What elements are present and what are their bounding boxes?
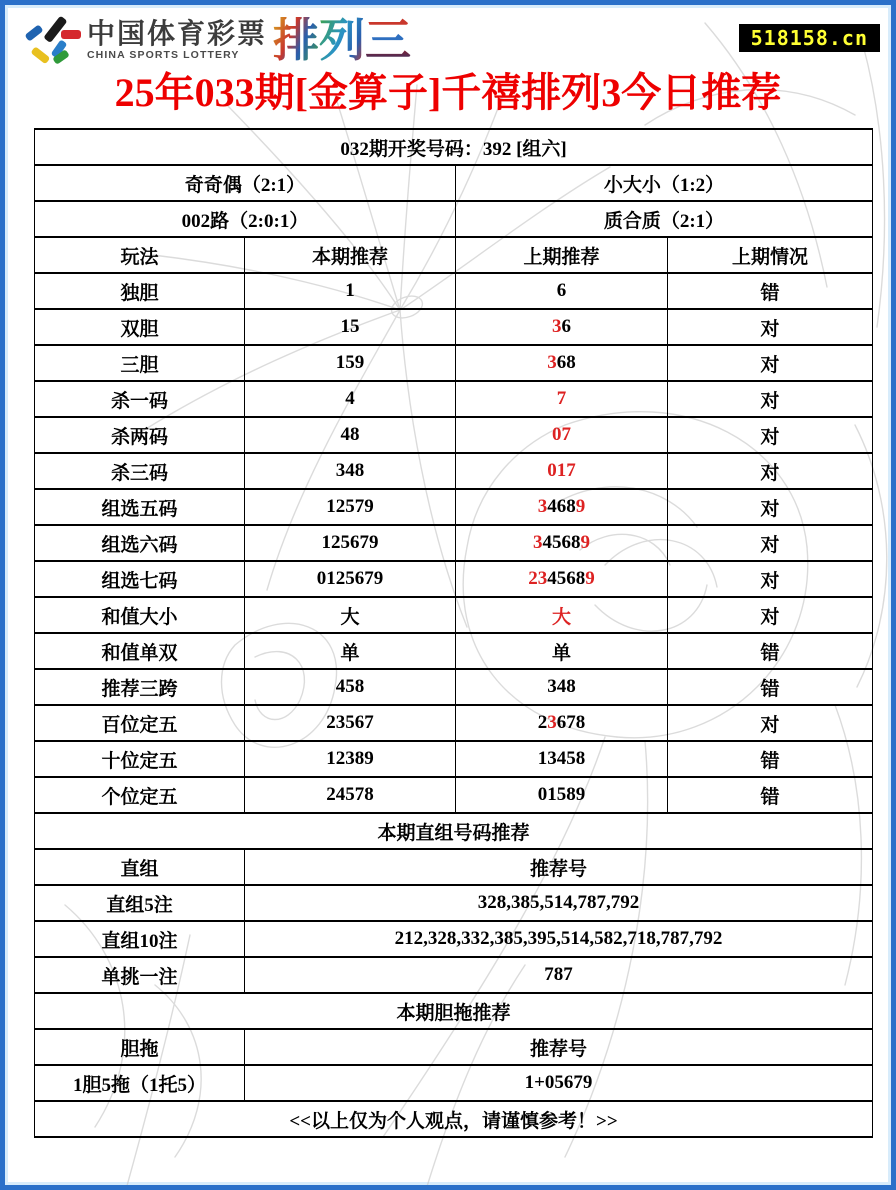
game-char: 列 — [319, 14, 366, 66]
play-name: 三胆 — [35, 345, 245, 381]
play-row — [35, 525, 873, 561]
zhizu-row — [35, 921, 873, 957]
zhizu-row-label: 直组5注 — [35, 885, 245, 921]
brand-name-cn: 中国体育彩票 — [87, 18, 268, 50]
previous-result: 错 — [668, 669, 873, 705]
current-recommendation: 23567 — [245, 705, 456, 741]
current-recommendation: 0125679 — [245, 561, 456, 597]
previous-result: 对 — [668, 453, 873, 489]
previous-recommendation — [456, 381, 668, 417]
current-recommendation: 大 — [245, 597, 456, 633]
play-name: 杀一码 — [35, 381, 245, 417]
brand-text — [87, 19, 267, 60]
play-row — [35, 741, 873, 777]
play-row — [35, 381, 873, 417]
play-row — [35, 417, 873, 453]
current-recommendation: 12579 — [245, 489, 456, 525]
previous-recommendation-segment: 348 — [547, 676, 576, 697]
current-recommendation: 15 — [245, 309, 456, 345]
col-header-current: 本期推荐 — [245, 237, 456, 273]
last-draw-result: 032期开奖号码：392 [组六] — [35, 129, 873, 165]
play-name: 杀三码 — [35, 453, 245, 489]
stat-pair-row — [35, 201, 873, 237]
dantuo-row — [35, 1065, 873, 1101]
play-name: 推荐三跨 — [35, 669, 245, 705]
zhizu-section-title: 本期直组号码推荐 — [35, 813, 873, 849]
dantuo-row-numbers: 1+05679 — [245, 1065, 873, 1101]
current-recommendation: 4 — [245, 381, 456, 417]
previous-recommendation-segment: 3 — [552, 316, 562, 337]
play-name: 独胆 — [35, 273, 245, 309]
previous-recommendation — [456, 525, 668, 561]
dantuo-rows — [35, 1065, 873, 1101]
previous-recommendation-segment: 23 — [528, 568, 548, 589]
previous-result: 对 — [668, 597, 873, 633]
previous-result: 对 — [668, 525, 873, 561]
current-recommendation: 1 — [245, 273, 456, 309]
previous-result: 对 — [668, 417, 873, 453]
previous-recommendation-segment: 01589 — [537, 784, 586, 805]
previous-recommendation — [456, 777, 668, 813]
zhizu-row-numbers: 787 — [245, 957, 873, 993]
last-draw-row — [35, 129, 873, 165]
current-recommendation: 48 — [245, 417, 456, 453]
zhizu-row — [35, 885, 873, 921]
current-recommendation: 348 — [245, 453, 456, 489]
previous-recommendation-segment: 3 — [537, 496, 548, 517]
previous-recommendation — [456, 489, 668, 525]
brand-name-en: CHINA SPORTS LOTTERY — [87, 48, 240, 61]
previous-result: 对 — [668, 561, 873, 597]
disclaimer-note: <<以上仅为个人观点，请谨慎参考！>> — [35, 1101, 873, 1137]
zhizu-col2-header: 推荐号 — [245, 849, 873, 885]
previous-recommendation-segment: 大 — [551, 606, 571, 628]
play-row — [35, 309, 873, 345]
prediction-table — [34, 128, 873, 1138]
current-recommendation: 159 — [245, 345, 456, 381]
section-header-row — [35, 849, 873, 885]
main-header-row — [35, 237, 873, 273]
previous-recommendation — [456, 633, 668, 669]
previous-recommendation-segment: 468 — [547, 496, 576, 517]
game-char: 三 — [365, 14, 412, 66]
previous-recommendation — [456, 417, 668, 453]
current-recommendation: 12389 — [245, 741, 456, 777]
previous-result: 错 — [668, 633, 873, 669]
play-name: 杀两码 — [35, 417, 245, 453]
dantuo-section-title: 本期胆拖推荐 — [35, 993, 873, 1029]
zhizu-row — [35, 957, 873, 993]
site-domain-badge[interactable]: 518158.cn — [739, 24, 880, 52]
play-name: 组选七码 — [35, 561, 245, 597]
previous-recommendation — [456, 705, 668, 741]
previous-recommendation-segment: 7 — [556, 388, 567, 409]
previous-result: 错 — [668, 741, 873, 777]
current-recommendation: 458 — [245, 669, 456, 705]
dantuo-section — [35, 993, 873, 1065]
play-row — [35, 489, 873, 525]
play-row — [35, 669, 873, 705]
footer-section — [35, 1101, 873, 1137]
previous-recommendation-segment: 9 — [585, 568, 595, 589]
previous-recommendation-segment: 9 — [580, 532, 590, 553]
play-row — [35, 705, 873, 741]
previous-recommendation — [456, 273, 668, 309]
play-row — [35, 345, 873, 381]
previous-recommendation — [456, 561, 668, 597]
previous-recommendation-segment: 3 — [547, 352, 557, 373]
play-name: 组选五码 — [35, 489, 245, 525]
previous-result: 错 — [668, 777, 873, 813]
previous-result: 对 — [668, 489, 873, 525]
previous-recommendation — [456, 741, 668, 777]
previous-result: 对 — [668, 345, 873, 381]
previous-recommendation-segment: 9 — [575, 496, 586, 517]
previous-recommendation — [456, 669, 668, 705]
previous-recommendation-segment: 13458 — [537, 748, 586, 769]
previous-recommendation-segment: 2 — [537, 712, 548, 733]
play-row — [35, 453, 873, 489]
play-name: 个位定五 — [35, 777, 245, 813]
previous-recommendation-segment: 678 — [556, 712, 586, 733]
zhizu-section — [35, 813, 873, 885]
previous-recommendation — [456, 597, 668, 633]
previous-recommendation-segment: 4568 — [542, 532, 581, 553]
previous-result: 对 — [668, 381, 873, 417]
zhizu-col1-header: 直组 — [35, 849, 245, 885]
col-header-result: 上期情况 — [668, 237, 873, 273]
play-row — [35, 633, 873, 669]
info-rows — [35, 129, 873, 273]
previous-recommendation-segment: 68 — [556, 352, 576, 373]
previous-recommendation-segment: 3 — [547, 712, 557, 733]
previous-recommendation-segment: 3 — [533, 532, 543, 553]
play-name: 和值单双 — [35, 633, 245, 669]
zhizu-row-numbers: 212,328,332,385,395,514,582,718,787,792 — [245, 921, 873, 957]
stat-012-road: 002路（2:0:1） — [35, 201, 456, 237]
section-title-row — [35, 993, 873, 1029]
main-table-body — [35, 273, 873, 813]
play-row — [35, 273, 873, 309]
stat-small-big: 小大小（1:2） — [456, 165, 873, 201]
section-title-row — [35, 813, 873, 849]
stat-odd-even: 奇奇偶（2:1） — [35, 165, 456, 201]
col-header-play: 玩法 — [35, 237, 245, 273]
play-name: 和值大小 — [35, 597, 245, 633]
previous-recommendation — [456, 345, 668, 381]
game-name-pailiesan — [273, 14, 412, 66]
stat-pair-row — [35, 165, 873, 201]
previous-result: 错 — [668, 273, 873, 309]
previous-recommendation-segment: 017 — [547, 460, 576, 481]
previous-recommendation — [456, 453, 668, 489]
sports-lottery-mark-icon — [21, 13, 83, 67]
play-name: 十位定五 — [35, 741, 245, 777]
previous-recommendation-segment: 单 — [551, 642, 571, 664]
page-title: 25年033期[金算子]千禧排列3今日推荐 — [114, 70, 782, 115]
col-header-previous: 上期推荐 — [456, 237, 668, 273]
stat-prime-composite: 质合质（2:1） — [456, 201, 873, 237]
current-recommendation: 24578 — [245, 777, 456, 813]
disclaimer-row — [35, 1101, 873, 1137]
zhizu-rows — [35, 885, 873, 993]
previous-recommendation-segment: 6 — [556, 280, 567, 301]
current-recommendation: 125679 — [245, 525, 456, 561]
play-row — [35, 597, 873, 633]
previous-recommendation — [456, 309, 668, 345]
zhizu-row-label: 直组10注 — [35, 921, 245, 957]
china-sports-lottery-logo — [21, 13, 411, 67]
dantuo-col1-header: 胆拖 — [35, 1029, 245, 1065]
previous-recommendation-segment: 07 — [552, 424, 571, 445]
current-recommendation: 单 — [245, 633, 456, 669]
play-name: 双胆 — [35, 309, 245, 345]
dantuo-col2-header: 推荐号 — [245, 1029, 873, 1065]
play-name: 组选六码 — [35, 525, 245, 561]
play-row — [35, 561, 873, 597]
game-char: 排 — [273, 14, 320, 66]
section-header-row — [35, 1029, 873, 1065]
previous-result: 对 — [668, 705, 873, 741]
previous-recommendation-segment: 6 — [561, 316, 571, 337]
previous-result: 对 — [668, 309, 873, 345]
zhizu-row-label: 单挑一注 — [35, 957, 245, 993]
zhizu-row-numbers: 328,385,514,787,792 — [245, 885, 873, 921]
play-row — [35, 777, 873, 813]
dantuo-row-label: 1胆5拖（1托5） — [35, 1065, 245, 1101]
play-name: 百位定五 — [35, 705, 245, 741]
previous-recommendation-segment: 4568 — [547, 568, 586, 589]
